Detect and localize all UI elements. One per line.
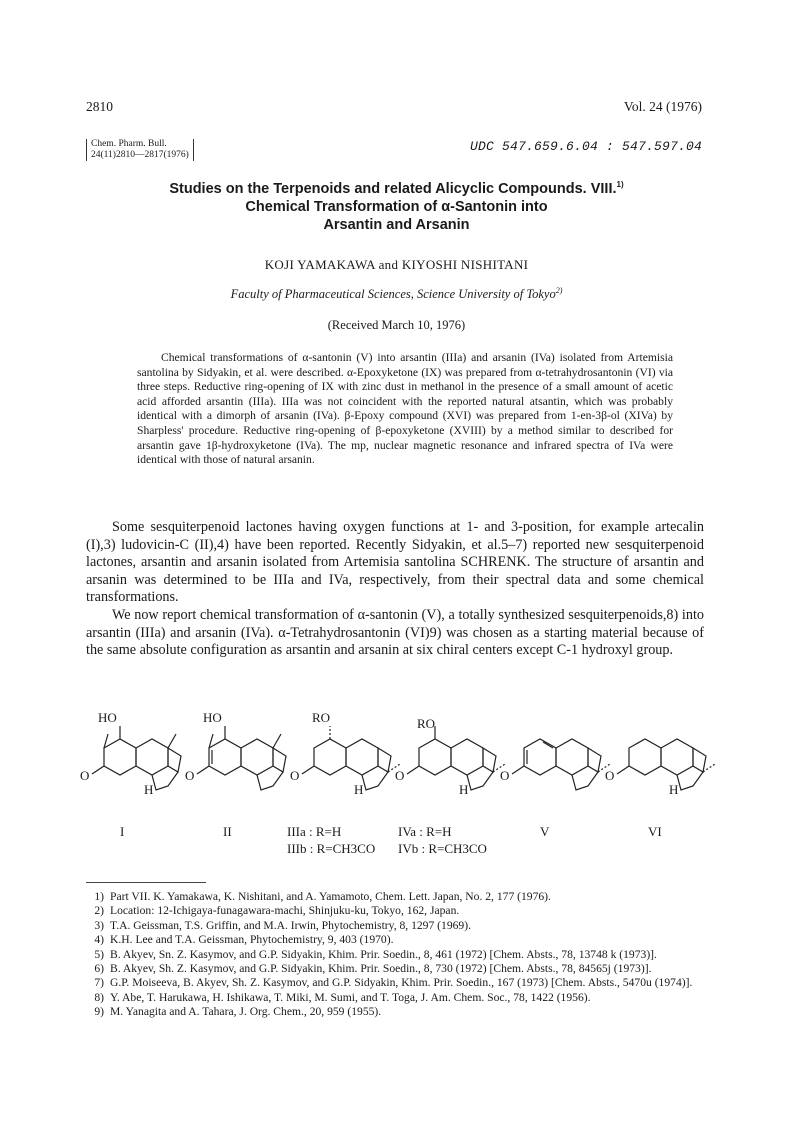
reference-item (86, 933, 706, 947)
reference-text: B. Akyev, Sh. Z. Kasymov, and G.P. Sidyakin, Khim. Prir. Soedin., 8, 730 (1972) [Chem. Absts., 78, 84565j (1973)]. (110, 962, 652, 976)
structure-label-IIIa: IIIa : R=H (287, 824, 342, 839)
citation-line-2: 24(11)2810—2817(1976) (91, 150, 189, 160)
atom-label-ro-2: RO (417, 716, 436, 731)
affiliation-text: Faculty of Pharmaceutical Sciences, Science University of Tokyo (230, 287, 556, 301)
body-paragraph-1: Some sesquiterpenoid lactones having oxygen functions at 1- and 3-position, for example artecalin (I),3) ludovicin-C (II),4) have been reported. Recently Sidyakin, et al.5–7) reported new sesquiterpenoid lactones, arsantin and arsanin isolated from Artemisia santolina SCHRENK. The structure of arsantin and arsanin was determined to be IIIa and IVa, respectively, from their spectral data and some chemical transformations. (86, 519, 704, 606)
reference-text: K.H. Lee and T.A. Geissman, Phytochemistry, 9, 403 (1970). (110, 933, 394, 947)
page-number: 2810 (86, 99, 113, 114)
structure-II (197, 726, 286, 790)
journal-citation (86, 139, 194, 161)
reference-text: Location: 12-Ichigaya-funagawara-machi, Shinjuku-ku, Tokyo, 162, Japan. (110, 904, 460, 918)
reference-text: Part VII. K. Yamakawa, K. Nishitani, and A. Yamamoto, Chem. Lett. Japan, No. 2, 177 (1976). (110, 890, 551, 903)
reference-text: Y. Abe, T. Harukawa, H. Ishikawa, T. Miki, M. Sumi, and T. Toga, J. Am. Chem. Soc., 78, 1422 (1956). (110, 990, 591, 1004)
chemical-structures-figure (80, 712, 720, 862)
reference-item (86, 890, 706, 904)
affiliation-footnote-mark: 2) (555, 285, 563, 295)
abstract-text: Chemical transformations of α-santonin (V) into arsantin (IIIa) and arsanin (IVa) isolated from Artemisia santolina by Sidyakin, et al. were described. α-Epoxyketone (IX) was prepared from α-tetrahydrosantonin (VI) via three steps. Reductive ring-opening of IX with zinc dust in methanol in the presence of a small amount of acetic acid afforded arsantin (IIIa). IIIa was not coincident with the reported natural atsantin, which was probably identical with a dimorph of arsanin (IVa). β-Epoxy compound (XVI) was prepared from 1-en-3β-ol (XIVa) by Sharpless' procedure. Reductive ring-opening of β-epoxyketone (XVIII) by a method similar to described for arsantin gave 1β-hydroxyketone (IVa). The mp, nuclear magnetic resonance and infrared spectra of IVa were identical with those of natural arsanin. (137, 351, 673, 467)
body-text (86, 519, 704, 660)
title-line-1 (0, 181, 793, 198)
volume-info: Vol. 24 (1976) (623, 99, 702, 114)
reference-number: 4) (94, 933, 104, 947)
reference-number: 8) (94, 990, 104, 1004)
reference-number: 6) (94, 962, 104, 976)
reference-item (86, 919, 706, 933)
authors: KOJI YAMAKAWA and KIYOSHI NISHITANI (264, 257, 529, 272)
reference-text: T.A. Geissman, T.S. Griffin, and M.A. Irwin, Phytochemistry, 8, 1297 (1969). (110, 918, 471, 932)
reference-text: B. Akyev, Sn. Z. Kasymov, and G.P. Sidyakin, Khim. Prir. Soedin., 8, 461 (1972) [Chem. Absts., 78, 13748 k (1973)]. (110, 947, 657, 961)
reference-item (86, 904, 706, 918)
atom-label-h-6: H (669, 782, 679, 797)
reference-number: 3) (94, 918, 104, 932)
structure-label-II: II (223, 824, 232, 839)
atom-label-h-1: H (144, 782, 154, 797)
structure-III (302, 726, 400, 790)
structure-label-VI: VI (648, 824, 662, 839)
structure-label-IVb: IVb : R=CH3CO (398, 841, 487, 856)
title-text-1: Studies on the Terpenoids and related Alicyclic Compounds. VIII. (169, 181, 617, 197)
title-footnote-mark: 1) (616, 180, 624, 190)
reference-number: 5) (94, 947, 104, 961)
structure-label-IVa: IVa : R=H (398, 824, 452, 839)
atom-label-o-4: O (395, 768, 405, 783)
atom-label-h-3: H (354, 782, 364, 797)
reference-number: 7) (94, 976, 104, 990)
affiliation (0, 287, 793, 302)
citation-line-1: Chem. Pharm. Bull. (91, 139, 167, 149)
atom-label-o-5: O (500, 768, 510, 783)
reference-item (86, 976, 706, 990)
reference-item (86, 962, 706, 976)
reference-number: 1) (94, 890, 104, 903)
udc-code: UDC 547.659.6.04 : 547.597.04 (469, 139, 702, 154)
body-paragraph-2: We now report chemical transformation of α-santonin (V), a totally synthesized sesquiterpenoids,8) into arsantin (IIIa) and arsanin (IVa). α-Tetrahydrosantonin (VI)9) was chosen as a starting material because of the same absolute configuration as arsantin and arsanin at six chiral centers except C-1 hydroxyl group. (86, 606, 704, 659)
reference-item (86, 948, 706, 962)
reference-text: M. Yanagita and A. Tahara, J. Org. Chem., 20, 959 (1955). (110, 1005, 382, 1019)
reference-number: 9) (94, 1005, 104, 1019)
atom-label-o-3: O (290, 768, 300, 783)
structure-I (92, 726, 181, 790)
footnote-divider (86, 882, 206, 883)
atom-label-ho-1: HO (98, 710, 117, 725)
structures-drawing (80, 712, 720, 822)
references-list (86, 890, 706, 1020)
structure-label-I: I (120, 824, 125, 839)
atom-label-o-1: O (80, 768, 90, 783)
structure-IV (407, 726, 505, 790)
structure-V (512, 739, 610, 790)
title-line-2: Chemical Transformation of α-Santonin into (245, 199, 548, 215)
structure-VI (617, 739, 715, 790)
reference-text: G.P. Moiseeva, B. Akyev, Sh. Z. Kasymov, and G.P. Sidyakin, Khim. Prir. Soedin., 167 (1973) [Chem. Absts., 5470u (1974)]. (110, 976, 693, 990)
structure-label-V: V (540, 824, 550, 839)
received-date: (Received March 10, 1976) (327, 318, 466, 332)
abstract (137, 351, 673, 468)
atom-label-ho-2: HO (203, 710, 222, 725)
atom-label-o-2: O (185, 768, 195, 783)
reference-number: 2) (94, 904, 104, 918)
title-line-3: Arsantin and Arsanin (323, 217, 470, 233)
structure-label-IIIb: IIIb : R=CH3CO (287, 841, 376, 856)
reference-item (86, 1005, 706, 1019)
atom-label-ro-1: RO (312, 710, 331, 725)
atom-label-h-4: H (459, 782, 469, 797)
atom-label-o-6: O (605, 768, 615, 783)
reference-item (86, 991, 706, 1005)
